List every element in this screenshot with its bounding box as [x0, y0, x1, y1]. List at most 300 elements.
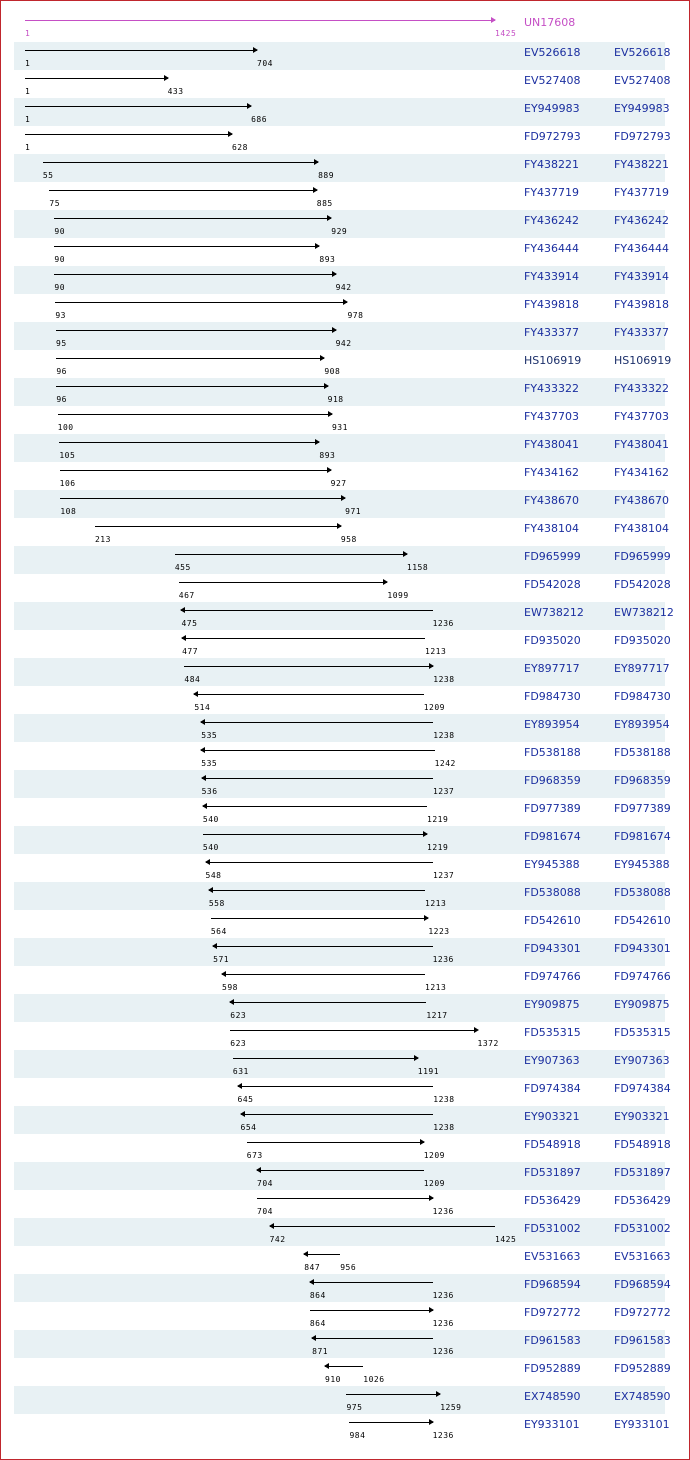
- start-position-label: 540: [202, 843, 219, 852]
- alignment-row: [14, 994, 670, 1022]
- accession-link[interactable]: FY438041: [614, 438, 670, 451]
- alignment-row: [14, 1218, 671, 1246]
- accession-id[interactable]: EY909875: [524, 998, 580, 1011]
- alignment-bar: [346, 1394, 440, 1395]
- start-position-label: 623: [230, 1039, 247, 1048]
- arrow-right-icon: [328, 411, 333, 417]
- accession-link[interactable]: FY438104: [614, 522, 670, 535]
- start-position-label: 742: [269, 1235, 286, 1244]
- alignment-bar: [325, 1366, 363, 1367]
- accession-link[interactable]: FD974384: [614, 1082, 671, 1095]
- arrow-left-icon: [229, 999, 234, 1005]
- alignment-row: [14, 98, 670, 126]
- alignment-row: [14, 378, 670, 406]
- alignment-bar: [312, 1338, 432, 1339]
- accession-link[interactable]: FY436444: [614, 242, 670, 255]
- alignment-row: [14, 210, 670, 238]
- end-position-label: 889: [318, 171, 335, 180]
- accession-id[interactable]: FY433914: [524, 270, 580, 283]
- accession-id[interactable]: EY903321: [524, 1110, 580, 1123]
- alignment-bar: [194, 694, 423, 695]
- start-position-label: 631: [232, 1067, 249, 1076]
- alignment-bar: [349, 1422, 432, 1423]
- accession-link[interactable]: FY438670: [614, 494, 670, 507]
- accession-id[interactable]: FD548918: [524, 1138, 581, 1151]
- accession-id[interactable]: FY438670: [524, 494, 580, 507]
- end-position-label: 1213: [425, 899, 447, 908]
- end-position-label: 918: [327, 395, 344, 404]
- accession-id[interactable]: EV531663: [524, 1250, 581, 1263]
- accession-link[interactable]: EY893954: [614, 718, 670, 731]
- accession-id[interactable]: FD965999: [524, 550, 581, 563]
- accession-link[interactable]: FD542028: [614, 578, 671, 591]
- accession-link[interactable]: FD952889: [614, 1362, 671, 1375]
- start-position-label: 75: [49, 199, 61, 208]
- accession-link[interactable]: FD538088: [614, 886, 671, 899]
- alignment-row: [14, 126, 671, 154]
- arrow-left-icon: [212, 943, 217, 949]
- arrow-right-icon: [429, 1307, 434, 1313]
- accession-link[interactable]: EY933101: [614, 1418, 670, 1431]
- accession-link[interactable]: FD965999: [614, 550, 671, 563]
- reference-bar: [25, 20, 495, 21]
- accession-id[interactable]: FY437719: [524, 186, 580, 199]
- accession-link[interactable]: EW738212: [614, 606, 674, 619]
- end-position-label: 1213: [425, 647, 447, 656]
- alignment-row: [14, 630, 671, 658]
- start-position-label: 704: [257, 1207, 273, 1216]
- alignment-bar: [179, 582, 388, 583]
- start-position-label: 864: [309, 1319, 326, 1328]
- accession-id[interactable]: FD536429: [524, 1194, 581, 1207]
- accession-id[interactable]: FY436242: [524, 214, 580, 227]
- alignment-row: [14, 1414, 670, 1442]
- accession-id[interactable]: FY438041: [524, 438, 580, 451]
- alignment-bar: [203, 834, 427, 835]
- start-position-label: 984: [349, 1431, 366, 1440]
- arrow-right-icon: [420, 1139, 425, 1145]
- accession-link[interactable]: FD531002: [614, 1222, 671, 1235]
- accession-link[interactable]: EY945388: [614, 858, 670, 871]
- accession-id[interactable]: FD943301: [524, 942, 581, 955]
- alignment-bar: [54, 274, 335, 275]
- alignment-bar: [59, 442, 319, 443]
- end-position-label: 908: [324, 367, 341, 376]
- accession-link[interactable]: FD538188: [614, 746, 671, 759]
- arrow-left-icon: [180, 607, 185, 613]
- arrow-left-icon: [205, 859, 210, 865]
- end-position-label: 1238: [433, 675, 455, 684]
- alignment-row: [14, 406, 670, 434]
- accession-link[interactable]: FD974766: [614, 970, 671, 983]
- accession-id[interactable]: FD968594: [524, 1278, 581, 1291]
- start-position-label: 535: [201, 731, 218, 740]
- accession-id[interactable]: FY438221: [524, 158, 580, 171]
- arrow-left-icon: [303, 1251, 308, 1257]
- start-position-label: 536: [201, 787, 218, 796]
- arrow-right-icon: [414, 1055, 419, 1061]
- start-position-label: 467: [178, 591, 195, 600]
- reference-end-label: 1425: [495, 29, 517, 38]
- end-position-label: 927: [330, 479, 347, 488]
- accession-link[interactable]: FY433322: [614, 382, 670, 395]
- alignment-bar: [60, 470, 331, 471]
- start-position-label: 910: [325, 1375, 341, 1384]
- accession-link[interactable]: FD984730: [614, 690, 671, 703]
- accession-id[interactable]: FY433377: [524, 326, 580, 339]
- alignment-row: [14, 322, 670, 350]
- alignment-bar: [201, 750, 434, 751]
- end-position-label: 1237: [432, 787, 455, 796]
- alignment-row: [14, 182, 670, 210]
- alignment-row: [14, 1386, 671, 1414]
- accession-id[interactable]: EY893954: [524, 718, 580, 731]
- alignment-bar: [58, 414, 332, 415]
- accession-id[interactable]: FD935020: [524, 634, 581, 647]
- accession-id[interactable]: FD972772: [524, 1306, 581, 1319]
- accession-link[interactable]: EX748590: [614, 1390, 671, 1403]
- reference-id-link[interactable]: UN17608: [524, 16, 576, 29]
- arrow-right-icon: [253, 47, 258, 53]
- alignment-bar: [206, 862, 433, 863]
- accession-link[interactable]: FD536429: [614, 1194, 671, 1207]
- start-position-label: 455: [174, 563, 191, 572]
- end-position-label: 1238: [433, 1095, 455, 1104]
- end-position-label: 1209: [423, 703, 445, 712]
- end-position-label: 893: [319, 255, 336, 264]
- start-position-label: 564: [210, 927, 227, 936]
- arrow-right-icon: [313, 187, 318, 193]
- arrow-right-icon: [247, 103, 252, 109]
- start-position-label: 90: [54, 283, 66, 292]
- accession-id[interactable]: FD984730: [524, 690, 581, 703]
- arrow-right-icon: [423, 831, 428, 837]
- start-position-label: 1: [25, 143, 31, 152]
- alignment-bar: [257, 1198, 433, 1199]
- end-position-label: 433: [167, 87, 184, 96]
- alignment-row: [14, 574, 671, 602]
- end-position-label: 1236: [432, 1431, 454, 1440]
- accession-id[interactable]: FD538188: [524, 746, 581, 759]
- start-position-label: 105: [59, 451, 76, 460]
- arrow-right-icon: [332, 271, 337, 277]
- arrow-left-icon: [221, 971, 226, 977]
- accession-id[interactable]: EY933101: [524, 1418, 580, 1431]
- start-position-label: 654: [240, 1123, 257, 1132]
- alignment-row: [14, 658, 670, 686]
- alignment-bar: [49, 190, 316, 191]
- end-position-label: 1223: [428, 927, 450, 936]
- alignment-row: [14, 154, 670, 182]
- end-position-label: 1236: [432, 1207, 454, 1216]
- alignment-bar: [230, 1030, 477, 1031]
- arrow-left-icon: [202, 803, 207, 809]
- accession-id[interactable]: EX748590: [524, 1390, 581, 1403]
- alignment-bar: [257, 1170, 424, 1171]
- alignment-row: [14, 602, 674, 630]
- arrow-right-icon: [436, 1391, 441, 1397]
- end-position-label: 1236: [432, 1347, 454, 1356]
- alignment-row: [14, 1106, 670, 1134]
- arrow-right-icon: [403, 551, 408, 557]
- arrow-right-icon: [343, 299, 348, 305]
- accession-link[interactable]: FY438221: [614, 158, 670, 171]
- alignment-bar: [56, 386, 327, 387]
- alignment-bar: [25, 78, 168, 79]
- start-position-label: 1: [25, 115, 31, 124]
- start-position-label: 975: [346, 1403, 363, 1412]
- alignment-bar: [201, 722, 433, 723]
- alignment-row: [14, 686, 671, 714]
- alignment-row: [14, 854, 670, 882]
- accession-id[interactable]: EV527408: [524, 74, 581, 87]
- start-position-label: 108: [60, 507, 77, 516]
- arrow-right-icon: [424, 915, 429, 921]
- start-position-label: 1: [25, 59, 31, 68]
- alignment-bar: [233, 1058, 418, 1059]
- arrow-right-icon: [320, 355, 325, 361]
- end-position-label: 1209: [423, 1179, 445, 1188]
- arrow-right-icon: [429, 1419, 434, 1425]
- alignment-bar: [54, 218, 331, 219]
- alignment-row: [14, 266, 670, 294]
- start-position-label: 704: [257, 1179, 273, 1188]
- start-position-label: 548: [205, 871, 222, 880]
- accession-link[interactable]: EY949983: [614, 102, 670, 115]
- alignment-bar: [230, 1002, 426, 1003]
- start-position-label: 484: [184, 675, 201, 684]
- accession-link[interactable]: EV526618: [614, 46, 671, 59]
- accession-link[interactable]: FD531897: [614, 1166, 671, 1179]
- end-position-label: 1238: [433, 1123, 455, 1132]
- accession-link[interactable]: FY434162: [614, 466, 670, 479]
- alignment-bar: [60, 498, 345, 499]
- alignment-bar: [182, 638, 425, 639]
- start-position-label: 871: [312, 1347, 329, 1356]
- alignment-row: [14, 1078, 671, 1106]
- end-position-label: 1237: [432, 871, 455, 880]
- alignment-row: [14, 1246, 671, 1274]
- alignment-row: [14, 1302, 671, 1330]
- end-position-label: 893: [319, 451, 336, 460]
- accession-id[interactable]: FD961583: [524, 1334, 581, 1347]
- alignment-row: [14, 434, 670, 462]
- alignment-row: [14, 1022, 671, 1050]
- accession-id[interactable]: FD535315: [524, 1026, 581, 1039]
- alignment-bar: [211, 918, 429, 919]
- end-position-label: 1219: [427, 843, 449, 852]
- accession-id[interactable]: FD542028: [524, 578, 581, 591]
- accession-id[interactable]: EY897717: [524, 662, 580, 675]
- accession-id[interactable]: FD542610: [524, 914, 581, 927]
- accession-id[interactable]: FD531002: [524, 1222, 581, 1235]
- accession-id[interactable]: EV526618: [524, 46, 581, 59]
- accession-id[interactable]: FD538088: [524, 886, 581, 899]
- start-position-label: 645: [237, 1095, 254, 1104]
- alignment-bar: [310, 1310, 433, 1311]
- alignment-bar: [209, 890, 425, 891]
- end-position-label: 971: [345, 507, 362, 516]
- alignment-row: [14, 294, 670, 322]
- alignment-row: [14, 1190, 671, 1218]
- accession-link[interactable]: FD943301: [614, 942, 671, 955]
- arrow-left-icon: [256, 1167, 261, 1173]
- start-position-label: 540: [202, 815, 219, 824]
- start-position-label: 96: [56, 395, 67, 404]
- alignment-bar: [56, 358, 324, 359]
- arrow-left-icon: [269, 1223, 274, 1229]
- accession-link[interactable]: FD535315: [614, 1026, 671, 1039]
- arrow-right-icon: [314, 159, 319, 165]
- accession-link[interactable]: FY437719: [614, 186, 670, 199]
- accession-link[interactable]: FD972772: [614, 1306, 671, 1319]
- end-position-label: 1026: [363, 1375, 385, 1384]
- accession-link[interactable]: FY436242: [614, 214, 670, 227]
- alignment-row: [14, 490, 670, 518]
- accession-id[interactable]: EY945388: [524, 858, 580, 871]
- end-position-label: 1099: [387, 591, 409, 600]
- accession-id[interactable]: FY439818: [524, 298, 580, 311]
- start-position-label: 847: [304, 1263, 321, 1272]
- alignment-row: [14, 238, 670, 266]
- end-position-label: 1372: [477, 1039, 499, 1048]
- accession-id[interactable]: FY436444: [524, 242, 580, 255]
- start-position-label: 623: [230, 1011, 247, 1020]
- alignment-bar: [310, 1282, 433, 1283]
- arrow-left-icon: [324, 1363, 329, 1369]
- alignment-bar: [213, 946, 432, 947]
- accession-id[interactable]: FD977389: [524, 802, 581, 815]
- end-position-label: 1219: [427, 815, 449, 824]
- end-position-label: 956: [340, 1263, 357, 1272]
- start-position-label: 95: [56, 339, 67, 348]
- accession-link[interactable]: EY903321: [614, 1110, 670, 1123]
- accession-link[interactable]: FY433377: [614, 326, 670, 339]
- accession-id[interactable]: FY438104: [524, 522, 580, 535]
- alignment-row: [14, 1330, 671, 1358]
- reference-start-label: 1: [25, 29, 31, 38]
- alignment-bar: [304, 1254, 340, 1255]
- alignment-row: [14, 1134, 671, 1162]
- alignment-row: [14, 1162, 671, 1190]
- accession-id[interactable]: FD974384: [524, 1082, 581, 1095]
- arrow-right-icon: [327, 215, 332, 221]
- accession-link[interactable]: FD935020: [614, 634, 671, 647]
- accession-link[interactable]: EY897717: [614, 662, 670, 675]
- arrow-right-icon: [491, 17, 496, 23]
- end-position-label: 1425: [495, 1235, 517, 1244]
- start-position-label: 475: [181, 619, 198, 628]
- arrow-left-icon: [237, 1083, 242, 1089]
- accession-link[interactable]: EV531663: [614, 1250, 671, 1263]
- end-position-label: 704: [257, 59, 273, 68]
- accession-link[interactable]: FD968594: [614, 1278, 671, 1291]
- accession-id[interactable]: FD972793: [524, 130, 581, 143]
- end-position-label: 931: [331, 423, 348, 432]
- accession-link[interactable]: EY907363: [614, 1054, 670, 1067]
- accession-id[interactable]: EY907363: [524, 1054, 580, 1067]
- accession-id[interactable]: FD531897: [524, 1166, 581, 1179]
- alignment-bar: [184, 666, 433, 667]
- alignment-row: [14, 966, 671, 994]
- accession-id[interactable]: FD968359: [524, 774, 581, 787]
- start-position-label: 90: [54, 255, 66, 264]
- accession-link[interactable]: FD542610: [614, 914, 671, 927]
- accession-id[interactable]: FD974766: [524, 970, 581, 983]
- alignment-bar: [25, 134, 232, 135]
- alignment-bar: [95, 526, 341, 527]
- accession-id[interactable]: FY433322: [524, 382, 580, 395]
- accession-link[interactable]: FD981674: [614, 830, 671, 843]
- arrow-right-icon: [474, 1027, 479, 1033]
- alignment-bar: [54, 246, 319, 247]
- arrow-left-icon: [240, 1111, 245, 1117]
- alignment-row: [14, 742, 671, 770]
- end-position-label: 958: [340, 535, 357, 544]
- accession-link[interactable]: FY439818: [614, 298, 670, 311]
- accession-id[interactable]: FY437703: [524, 410, 580, 423]
- arrow-left-icon: [311, 1335, 316, 1341]
- arrow-left-icon: [193, 691, 198, 697]
- alignment-row: [14, 770, 671, 798]
- accession-link[interactable]: EY909875: [614, 998, 670, 1011]
- alignment-bar: [25, 106, 251, 107]
- alignment-bar: [222, 974, 425, 975]
- accession-id[interactable]: EY949983: [524, 102, 580, 115]
- start-position-label: 673: [246, 1151, 263, 1160]
- start-position-label: 106: [59, 479, 76, 488]
- start-position-label: 55: [42, 171, 54, 180]
- start-position-label: 535: [201, 759, 218, 768]
- alignment-bar: [247, 1142, 424, 1143]
- alignment-row: [14, 1050, 670, 1078]
- start-position-label: 571: [213, 955, 230, 964]
- accession-link[interactable]: FD968359: [614, 774, 671, 787]
- accession-id[interactable]: EW738212: [524, 606, 584, 619]
- alignment-row: [14, 1274, 671, 1302]
- accession-link[interactable]: HS106919: [614, 354, 672, 367]
- accession-link[interactable]: FD977389: [614, 802, 671, 815]
- arrow-left-icon: [200, 719, 205, 725]
- accession-id[interactable]: FD952889: [524, 1362, 581, 1375]
- alignment-row: [14, 546, 671, 574]
- arrow-left-icon: [200, 747, 205, 753]
- arrow-right-icon: [332, 327, 337, 333]
- arrow-right-icon: [327, 467, 332, 473]
- accession-link[interactable]: FD961583: [614, 1334, 671, 1347]
- end-position-label: 942: [335, 339, 352, 348]
- accession-link[interactable]: FD548918: [614, 1138, 671, 1151]
- end-position-label: 1238: [433, 731, 455, 740]
- alignment-bar: [25, 50, 257, 51]
- arrow-left-icon: [201, 775, 206, 781]
- arrow-right-icon: [315, 439, 320, 445]
- accession-link[interactable]: EV527408: [614, 74, 671, 87]
- start-position-label: 90: [54, 227, 66, 236]
- start-position-label: 93: [55, 311, 66, 320]
- start-position-label: 96: [56, 367, 67, 376]
- accession-link[interactable]: FD972793: [614, 130, 671, 143]
- accession-link[interactable]: FY437703: [614, 410, 670, 423]
- end-position-label: 686: [251, 115, 268, 124]
- alignment-row: [14, 938, 671, 966]
- accession-id[interactable]: FY434162: [524, 466, 580, 479]
- accession-id[interactable]: HS106919: [524, 354, 582, 367]
- accession-id[interactable]: FD981674: [524, 830, 581, 843]
- accession-link[interactable]: FY433914: [614, 270, 670, 283]
- alignment-bar: [203, 806, 427, 807]
- end-position-label: 885: [316, 199, 333, 208]
